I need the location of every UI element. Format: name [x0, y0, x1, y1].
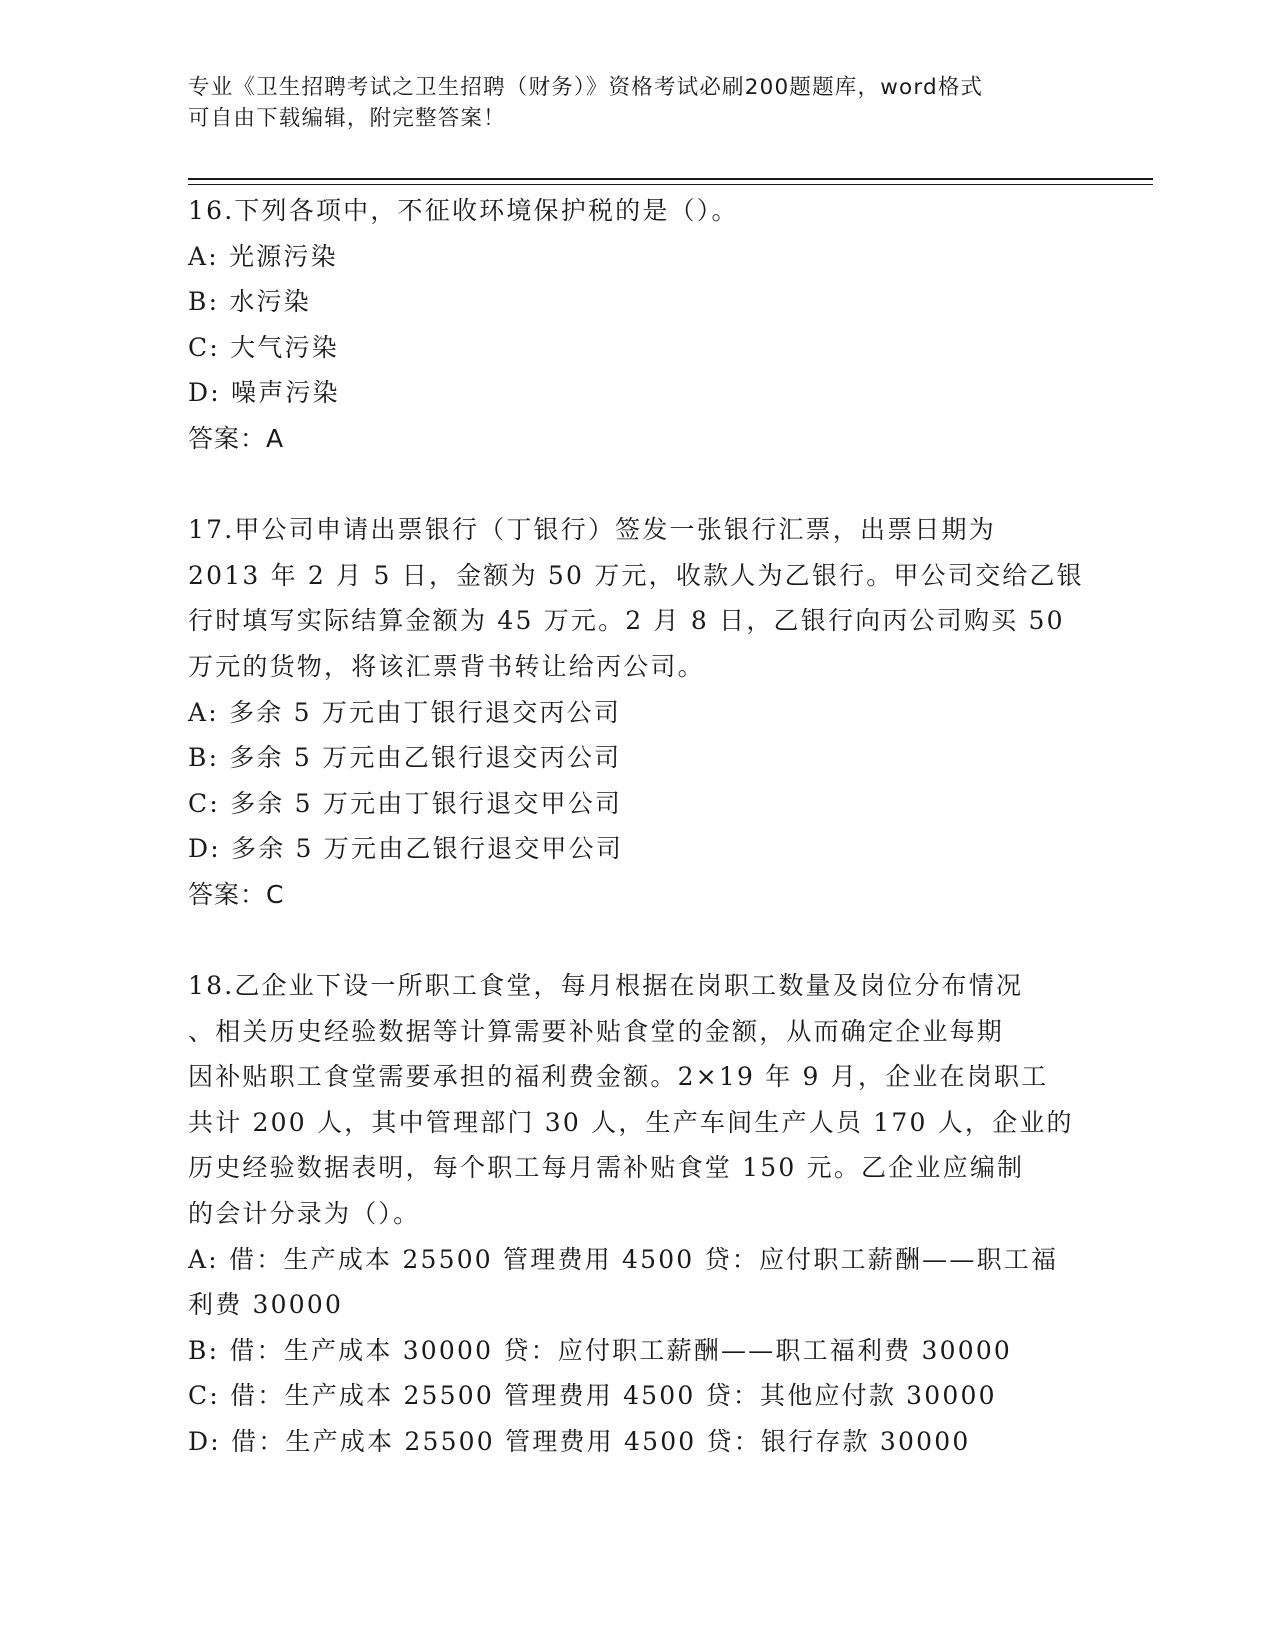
question-stem: 2013 年 2 月 5 日，金额为 50 万元，收款人为乙银行。甲公司交给乙银 — [188, 560, 1084, 590]
question-stem: 17.甲公司申请出票银行（丁银行）签发一张银行汇票，出票日期为 — [188, 515, 996, 545]
question-stem: 18.乙企业下设一所职工食堂，每月根据在岗职工数量及岗位分布情况 — [188, 971, 1024, 1001]
option-d: D: 多余 5 万元由乙银行退交甲公司 — [188, 834, 624, 864]
question-stem: 行时填写实际结算金额为 45 万元。2 月 8 日，乙银行向丙公司购买 50 — [188, 606, 1065, 636]
option-d: D: 借：生产成本 25500 管理费用 4500 贷：银行存款 30000 — [188, 1427, 971, 1457]
question-stem: 因补贴职工食堂需要承担的福利费金额。2×19 年 9 月，企业在岗职工 — [188, 1062, 1049, 1092]
question-stem: 、相关历史经验数据等计算需要补贴食堂的金额，从而确定企业每期 — [188, 1016, 1005, 1046]
document-header — [188, 72, 1078, 134]
option-c: C: 借：生产成本 25500 管理费用 4500 贷：其他应付款 30000 — [188, 1381, 997, 1411]
option-b: B: 借：生产成本 30000 贷：应付职工薪酬——职工福利费 30000 — [188, 1335, 1013, 1365]
answer-label: 答案：C — [188, 879, 285, 909]
question-list — [188, 188, 1088, 1465]
question-stem: 共计 200 人，其中管理部门 30 人，生产车间生产人员 170 人，企业的 — [188, 1107, 1074, 1137]
option-c: C: 大气污染 — [188, 332, 339, 362]
question-17 — [188, 507, 1088, 917]
question-stem: 万元的货物，将该汇票背书转让给丙公司。 — [188, 651, 705, 681]
question-18 — [188, 963, 1088, 1465]
option-a: A: 借：生产成本 25500 管理费用 4500 贷：应付职工薪酬——职工福 — [188, 1244, 1059, 1274]
question-stem: 历史经验数据表明，每个职工每月需补贴食堂 150 元。乙企业应编制 — [188, 1153, 1025, 1183]
option-a-continued: 利费 30000 — [188, 1290, 344, 1320]
option-a: A: 光源污染 — [188, 241, 338, 271]
option-b: B: 水污染 — [188, 287, 311, 317]
option-c: C: 多余 5 万元由丁银行退交甲公司 — [188, 788, 623, 818]
question-16 — [188, 188, 1088, 462]
spacer — [188, 462, 1088, 508]
spacer — [188, 918, 1088, 964]
option-d: D: 噪声污染 — [188, 378, 340, 408]
header-divider-thick — [188, 178, 1153, 180]
header-line-2: 可自由下载编辑，附完整答案！ — [188, 106, 506, 131]
question-stem: 的会计分录为（）。 — [188, 1199, 421, 1229]
option-b: B: 多余 5 万元由乙银行退交丙公司 — [188, 743, 622, 773]
header-line-1: 专业《卫生招聘考试之卫生招聘（财务）》资格考试必刷200题题库，word格式 — [188, 75, 984, 100]
question-stem: 16.下列各项中，不征收环境保护税的是（）。 — [188, 196, 739, 225]
answer-label: 答案：A — [188, 423, 285, 453]
header-divider-thin — [188, 184, 1153, 185]
option-a: A: 多余 5 万元由丁银行退交丙公司 — [188, 697, 622, 727]
